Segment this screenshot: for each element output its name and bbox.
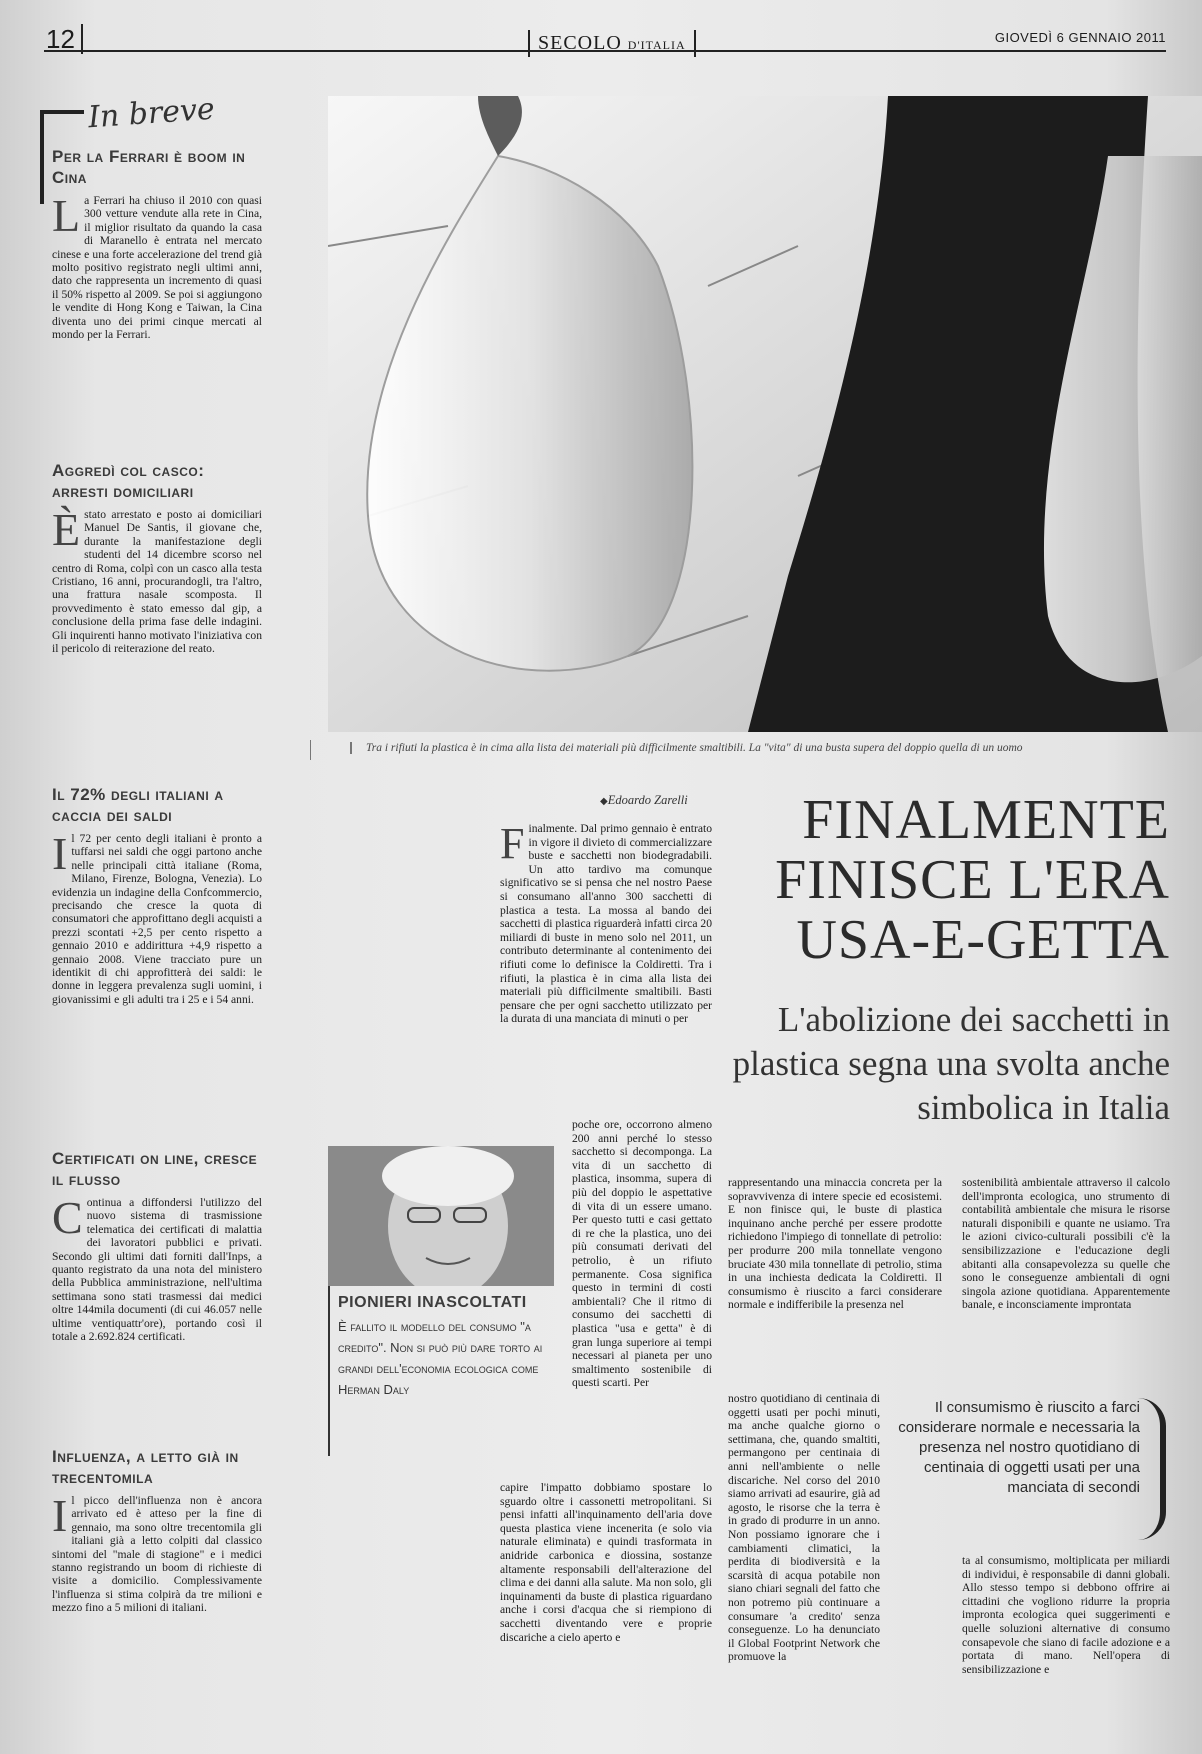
article-column-1-continued: [572, 1118, 712, 1390]
box-rule: [328, 1286, 330, 1456]
article-column-2-continued: [728, 1392, 880, 1664]
drop-cap: L: [52, 190, 81, 241]
brief-body: l 72 per cento degli italiani è pronto a tuffarsi nei saldi che oggi partono anche nelle principali città italiane (Roma, Milano, Firenze, Bologna, Venezia). Lo evidenzia un indagine della Confcommercio, precisando che cresce la quota di consumatori che approfittano degli acquisti a prezzi scontati +2,5 per cento rispetto a gennaio 2010 e addirittura +4,9 rispetto a gennaio 2008. Viene tracciato pure un identikit di chi approfitterà dei saldi: le donne in leggera prevalenza sugli uomini, i giovanissimi e gli adulti tra i 25 e i 54 anni.: [52, 832, 262, 1006]
issue-date: GIOVEDÌ 6 GENNAIO 2011: [994, 30, 1166, 45]
caption-rule: [310, 740, 311, 760]
brief-title: Per la Ferrari è boom in Cina: [52, 147, 246, 187]
article-text: poche ore, occorrono almeno 200 anni perché lo stesso sacchetto si decomponga. La vita di un sacchetto di plastica, insomma, supera di più del doppio le aspettative di vita di un essere umano. Per questo tutti e casi gettato di re che la plastica, uno dei più consumati derivati del petrolio, è un rifiuto permanente. Cosa significa questo in termini di costi ambientali? Che il ritmo di consumo dei sacchetti di plastica "usa e getta" è di gran lunga superiore ai tempi necessari al pianeta per uno smaltimento sostenibile di questi scarti. Per: [572, 1118, 712, 1390]
box-title: PIONIERI INASCOLTATI: [338, 1294, 527, 1311]
sidebar-box: [328, 1146, 554, 1400]
article-subhead: L'abolizione dei sacchetti in plastica segna una svolta anche simbolica in Italia: [732, 1000, 1170, 1127]
drop-cap: I: [52, 828, 68, 879]
brief-body: ontinua a diffondersi l'utilizzo del nuovo sistema di trasmissione telematica dei certificati di malattia dei lavoratori pubblici e privati. Secondo gli ultimi dati forniti dall'Inps, a quanto registrato da una nota del ministero della Pubblica amministrazione, nell'ultima settimana sono stati trasmessi dai medici oltre 144mila documenti (di cui 46.057 nelle ultime ventiquattr'ore), portando così il totale a 2.692.824 certificati.: [52, 1196, 262, 1344]
masthead-title: SECOLO: [538, 32, 622, 54]
portrait-illustration: [328, 1146, 554, 1286]
article-text: ta al consumismo, moltiplicata per miliardi di individui, è responsabile di danni globali. Allo stesso tempo si debbono offrire ai cittadini che vogliono ridurre la propria impronta ecologica quei suggerimenti e quelle soluzioni alternative di consumo consapevole che siano di facile adozione e a portata di mano. Nell'opera di sensibilizzazione e: [962, 1554, 1170, 1676]
plastic-bags-photo: [328, 96, 1202, 732]
brief-title: Aggredì col casco: arresti domiciliari: [52, 461, 205, 501]
portrait-photo: [328, 1146, 554, 1286]
article-text: capire l'impatto dobbiamo spostare lo sguardo oltre i cassonetti metropolitani. Si pensi infatti all'inquinamento dell'aria dove questa plastica viene incenerita (e solo via naturale eliminata) e quindi trasformata in anidride carbonica e diossina, sostanze altamente responsabili dell'alterazione del clima e dei danni alla salute. Ma non solo, gli inquinamenti da buste di plastica riguardano anche i corsi d'acqua che si riempiono di sacchetti diventando vere e proprie discariche a cielo aperto e: [500, 1481, 712, 1644]
box-text: È fallito il modello del consumo "a credito". Non si può più dare torto ai grandi dell'economia ecologica come Herman Daly: [338, 1319, 543, 1397]
article-text: nostro quotidiano di centinaia di oggetti usati per pochi minuti, ma anche qualche giorno o settimana, che, quando smaltiti, permangono per centinaia di anni nell'ambiente o nelle discariche. Nel corso del 2010 siamo arrivati ad esaurire, già ad agosto, le risorse che la terra è in grado di produrre in un anno. Non possiamo ignorare che i cambiamenti climatici, la perdita di biodiversità e la scarsità di acqua potabile non siano chiari segnali del fatto che non potremo più continuare a consumare 'a credito' senza conseguenze. Lo ha denunciato il Global Footprint Network che promuove la: [728, 1392, 880, 1664]
drop-cap: I: [52, 1490, 68, 1541]
masthead: [528, 30, 696, 57]
brief-body: a Ferrari ha chiuso il 2010 con quasi 300 vetture vendute alla rete in Cina, il miglior risultato da quando la casa di Maranello è entrata nel mercato cinese e una forte accelerazione del trend già molto positivo registrato negli ultimi anni, dato che rappresenta un incremento di quasi il 50% rispetto al 2009. Se poi si aggiungono le vendite di Hong Kong e Taiwan, la Cina diventa uno dei primi cinque mercati al mondo per la Ferrari.: [52, 194, 262, 342]
brief-text: [52, 504, 262, 656]
pull-quote: Il consumismo è riuscito a farci considerare normale e necessaria la presenza nel nostro quotidiano di centinaia di oggetti usati per una manciata di secondi: [880, 1398, 1140, 1498]
drop-cap: F: [500, 819, 525, 868]
brief-title: Certificati on line, cresce il flusso: [52, 1149, 258, 1189]
article-column-3-continued: [962, 1554, 1170, 1676]
headline-line: USA-E-GETTA: [796, 909, 1170, 971]
brief-text: [52, 1490, 262, 1615]
page-number: 12: [44, 24, 83, 54]
masthead-subtitle: D'ITALIA: [627, 38, 686, 52]
article-paragraph: [500, 819, 712, 1026]
brief-ferrari: [52, 146, 262, 341]
brief-title: Influenza, a letto già in trecentomila: [52, 1447, 239, 1487]
brief-saldi: [52, 784, 262, 1006]
article-text: rappresentando una minaccia concreta per la sopravvivenza di intere specie ed ecosistemi. E non finisce qui, le buste di plastica inquinano anche perché per essere prodotte richiedono l'impiego di tonnellate di petrolio: per produrre 200 mila tonnellate vengono bruciate 430 mila tonnellate di petrolio, stima in una inchiesta dedicata la Coldiretti. Il consumismo è riuscito a farci considerare normale e indifferibile la presenza nel: [728, 1176, 942, 1312]
article-column-1-end: [500, 1481, 712, 1644]
brief-body: stato arrestato e posto ai domiciliari Manuel De Santis, il giovane che, durante la manifestazione degli studenti del 14 dicembre scorso nel centro di Roma, colpì con un casco alla testa Cristiano, 16 anni, procurandogli, tra l'altro, una frattura nasale scomposta. Il provvedimento è stato emesso dal gip, a conclusione della prima fase delle indagini. Gli inquirenti hanno motivato l'iniziativa con il pericolo di reiterazione del reato.: [52, 508, 262, 656]
brief-title: Il 72% degli italiani a caccia dei saldi: [52, 785, 224, 825]
article-text: sostenibilità ambientale attraverso il calcolo dell'impronta ecologica, uno strumento di contabilità ambientale che misura le risorse naturali disponibili e quante ne usiamo. Tra le azioni civico-culturali possibili c'è la sensibilizzazione e l'educazione degli abitanti alla consapevolezza su quelle che sono le conseguenze ambientali di ogni singola azione quotidiana. Apparentemente banale, e inconsciamente improntata: [962, 1176, 1170, 1312]
article-headline: [720, 790, 1170, 970]
brief-casco: [52, 460, 262, 655]
article-author: ◆ Edoardo Zarelli: [600, 793, 688, 808]
brief-text: [52, 190, 262, 342]
photo-caption: Tra i rifiuti la plastica è in cima alla lista dei materiali più difficilmente smaltibili. La "vita" di una busta supera del doppio quella di un uomo: [350, 742, 1202, 754]
article-column-3: [962, 1176, 1170, 1312]
brief-text: [52, 828, 262, 1006]
brief-text: [52, 1192, 262, 1344]
article-text: inalmente. Dal primo gennaio è entrato in vigore il divieto di commercializzare buste e sacchetti non biodegradabili. Un atto tardivo ma comunque significativo se si pensa che nel nostro Paese si consumano all'anno 300 sacchetti di plastica a testa. La mossa al bando dei sacchetti di plastica riguarderà infatti circa 20 miliardi di buste in meno solo nel 2011, un contributo determinante al contenimento dei rifiuti come lo definisce la Coldiretti. Tra i rifiuti, la plastica è in cima alla lista dei materiali più difficilmente smaltibili. Basti pensare che per ogni sacchetto utilizzato per la durata di una manciata di minuti o per: [500, 822, 712, 1026]
brief-influenza: [52, 1446, 262, 1615]
brief-body: l picco dell'influenza non è ancora arrivato ed è atteso per la fine di gennaio, ma sono oltre trecentomila gli italiani già a letto colpiti dal classico sintomi del "male di stagione" e i medici stanno registrando un boom di richieste di visite a domicilio. Complessivamente l'influenza si stima colpirà da tre milioni e mezzo fino a 5 milioni di italiani.: [52, 1494, 262, 1615]
photo-illustration: [328, 96, 1202, 732]
headline-line: FINALMENTE: [802, 789, 1170, 851]
article-column-1: [500, 819, 712, 1026]
brief-certificati: [52, 1148, 262, 1343]
section-label: In breve: [86, 91, 216, 136]
headline-line: FINISCE L'ERA: [775, 849, 1170, 911]
article-column-2: [728, 1176, 942, 1312]
drop-cap: C: [52, 1192, 83, 1243]
drop-cap: È: [52, 504, 81, 555]
